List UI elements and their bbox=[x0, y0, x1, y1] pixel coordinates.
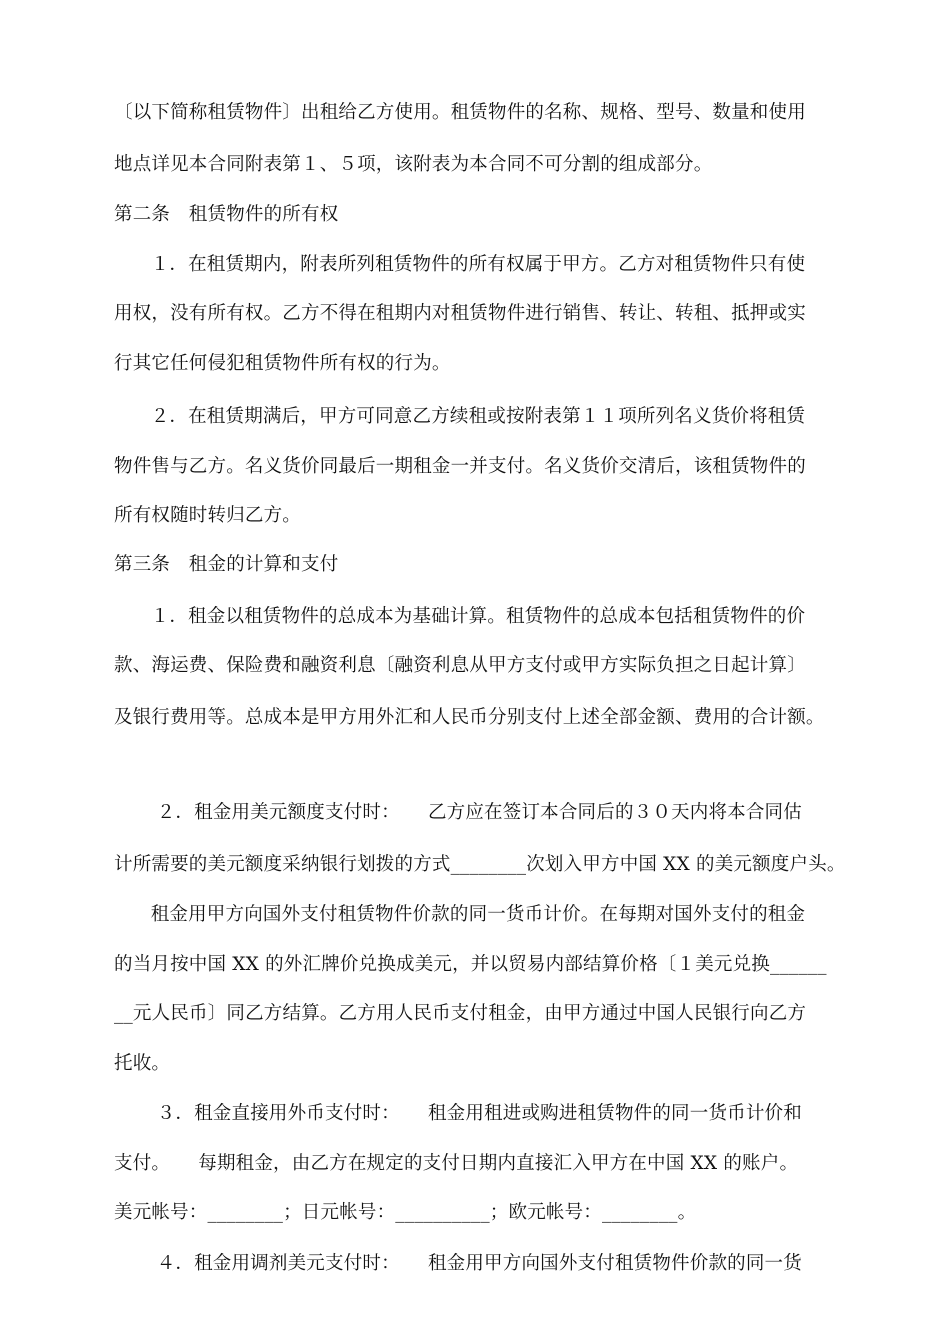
paragraph-line: ２．在租赁期满后，甲方可同意乙方续租或按附表第１１项所列名义货价将租赁 bbox=[132, 406, 806, 427]
paragraph-line: 托收。 bbox=[114, 1053, 171, 1074]
paragraph-line: 用权，没有所有权。乙方不得在租期内对租赁物件进行销售、转让、转租、抵押或实 bbox=[114, 303, 806, 324]
paragraph-line: 美元帐号：________；日元帐号：__________；欧元帐号：________。 bbox=[114, 1202, 697, 1223]
paragraph-line: 的当月按中国 XX 的外汇牌价兑换成美元，并以贸易内部结算价格〔１美元兑换______ bbox=[114, 954, 827, 975]
paragraph-line: 〔以下简称租赁物件〕出租给乙方使用。租赁物件的名称、规格、型号、数量和使用 bbox=[114, 102, 806, 123]
section-heading: 第三条 租金的计算和支付 bbox=[114, 554, 339, 575]
paragraph-line: 支付。 每期租金，由乙方在规定的支付日期内直接汇入甲方在中国 XX 的账户。 bbox=[114, 1153, 799, 1174]
paragraph-line: 租金用甲方向国外支付租赁物件价款的同一货币计价。在每期对国外支付的租金 bbox=[132, 904, 806, 925]
paragraph-line: ３．租金直接用外币支付时： 租金用租进或购进租赁物件的同一货币计价和 bbox=[138, 1103, 802, 1124]
section-heading: 第二条 租赁物件的所有权 bbox=[114, 204, 339, 225]
paragraph-line: 款、海运费、保险费和融资利息〔融资利息从甲方支付或甲方实际负担之日起计算〕 bbox=[114, 655, 806, 676]
paragraph-line: 及银行费用等。总成本是甲方用外汇和人民币分别支付上述全部金额、费用的合计额。 bbox=[114, 707, 825, 728]
paragraph-line: １．租金以租赁物件的总成本为基础计算。租赁物件的总成本包括租赁物件的价 bbox=[132, 606, 806, 627]
paragraph-line: １．在租赁期内，附表所列租赁物件的所有权属于甲方。乙方对租赁物件只有使 bbox=[132, 254, 806, 275]
paragraph-line: ４．租金用调剂美元支付时： 租金用甲方向国外支付租赁物件价款的同一货 bbox=[138, 1253, 802, 1274]
paragraph-line: 行其它任何侵犯租赁物件所有权的行为。 bbox=[114, 353, 451, 374]
paragraph-line: 所有权随时转归乙方。 bbox=[114, 505, 302, 526]
paragraph-line: __元人民币〕同乙方结算。乙方用人民币支付租金，由甲方通过中国人民银行向乙方 bbox=[114, 1003, 807, 1024]
paragraph-line: 物件售与乙方。名义货价同最后一期租金一并支付。名义货价交清后，该租赁物件的 bbox=[114, 456, 806, 477]
paragraph-line: 地点详见本合同附表第１、５项，该附表为本合同不可分割的组成部分。 bbox=[114, 154, 713, 175]
paragraph-line: 计所需要的美元额度采纳银行划拨的方式________次划入甲方中国 XX 的美元额度户头。 bbox=[114, 854, 846, 875]
paragraph-line: ２．租金用美元额度支付时： 乙方应在签订本合同后的３０天内将本合同估 bbox=[138, 802, 802, 823]
